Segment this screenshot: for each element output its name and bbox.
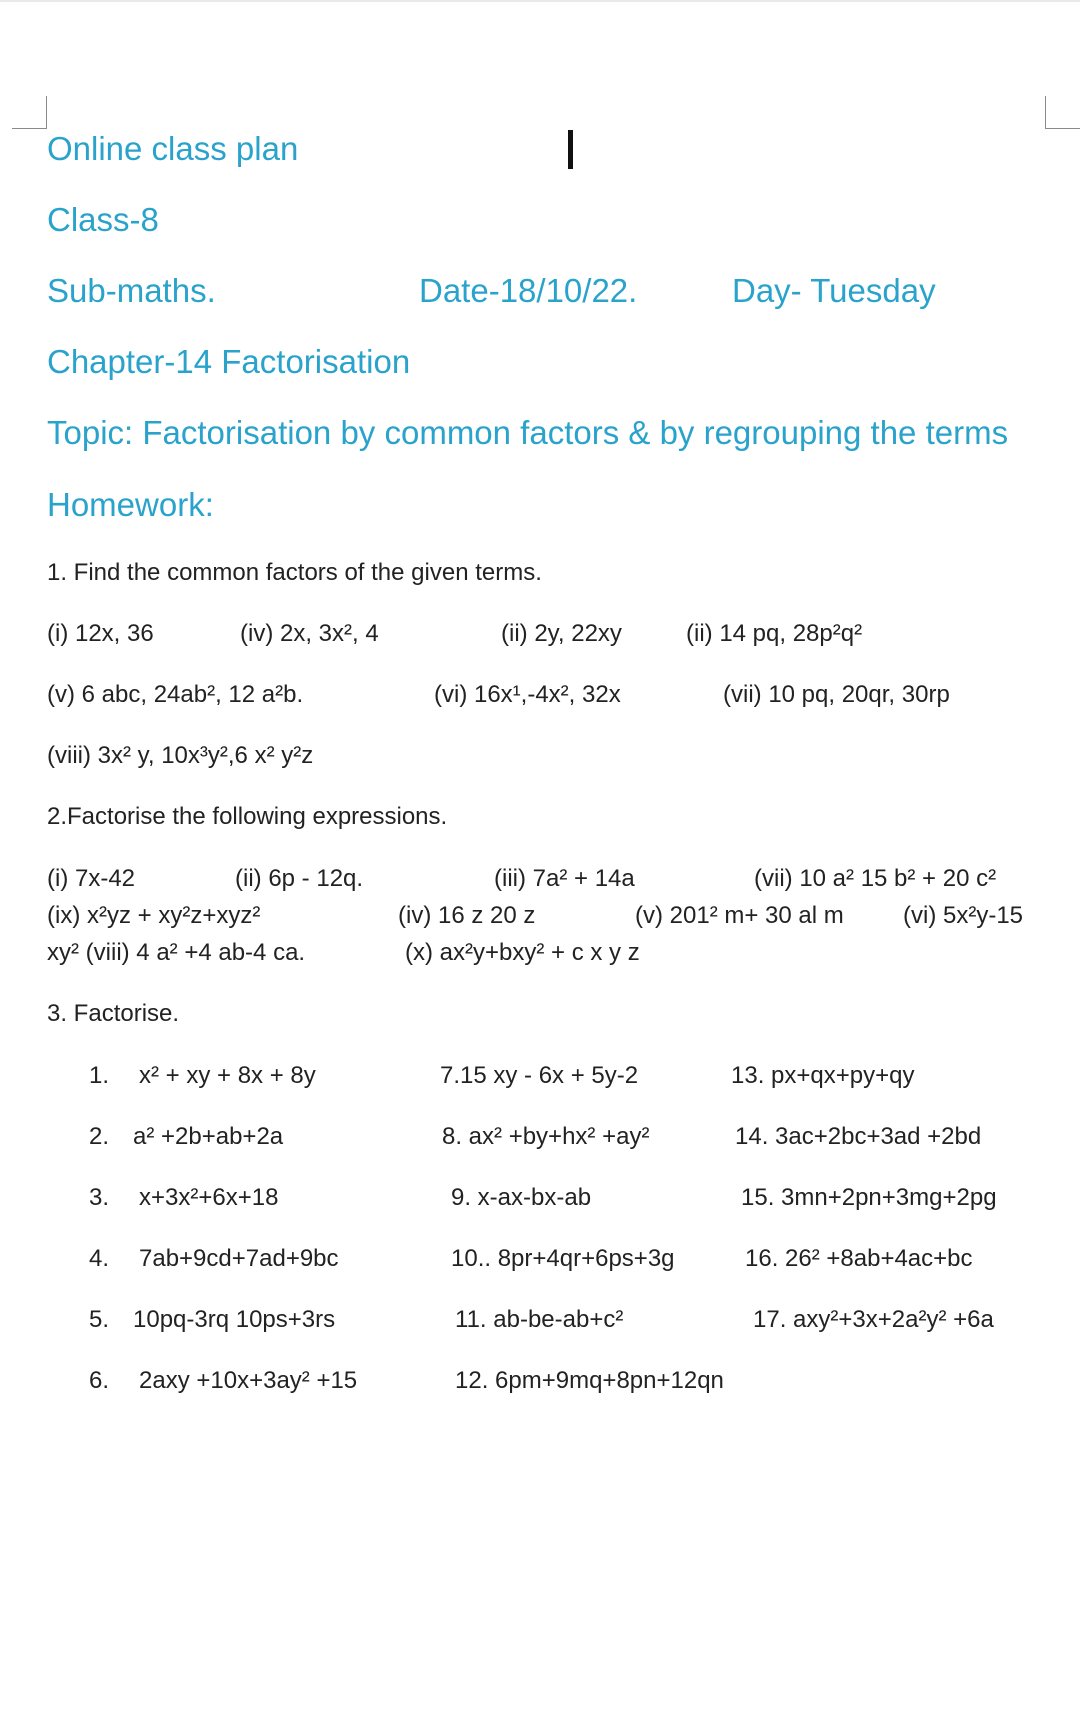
- q2-item: (v) 201² m+ 30 al m: [635, 902, 844, 929]
- q3-expression: 10.. 8pr+4qr+6ps+3g: [451, 1245, 675, 1272]
- q1-title: 1. Find the common factors of the given terms.: [47, 559, 542, 586]
- q1-item: (ii) 14 pq, 28p²q²: [686, 620, 863, 647]
- q3-number: 4.: [89, 1245, 110, 1272]
- q2-item: (i) 7x-42: [47, 865, 136, 892]
- text-cursor: [568, 130, 573, 169]
- q3-expression: 17. axy²+3x+2a²y² +6a: [753, 1306, 994, 1333]
- q1-item: (vi) 16x¹,-4x², 32x: [434, 681, 621, 708]
- q2-item: (iii) 7a² + 14a: [494, 865, 635, 892]
- q1-item: (v) 6 abc, 24ab², 12 a²b.: [47, 681, 304, 708]
- margin-corner-left: [12, 96, 47, 129]
- q3-expression: 9. x-ax-bx-ab: [451, 1184, 592, 1211]
- q3-expression: 8. ax² +by+hx² +ay²: [442, 1123, 650, 1150]
- q3-title: 3. Factorise.: [47, 1000, 180, 1027]
- class-line: Class-8: [47, 201, 159, 238]
- q3-expression: x+3x²+6x+18: [139, 1184, 279, 1211]
- q2-title: 2.Factorise the following expressions.: [47, 803, 448, 830]
- q3-expression: 2axy +10x+3ay² +15: [139, 1367, 358, 1394]
- q2-item: (vi) 5x²y-15: [903, 902, 1024, 929]
- q2-item: xy² (viii) 4 a² +4 ab-4 ca.: [47, 939, 306, 966]
- q3-expression: 15. 3mn+2pn+3mg+2pg: [741, 1184, 997, 1211]
- q3-expression: 14. 3ac+2bc+3ad +2bd: [735, 1123, 982, 1150]
- q3-number: 5.: [89, 1306, 110, 1333]
- doc-title: Online class plan: [47, 130, 299, 167]
- q3-expression: 7.15 xy - 6x + 5y-2: [440, 1062, 639, 1089]
- q3-number: 6.: [89, 1367, 110, 1394]
- date-line: Date-18/10/22.: [419, 272, 638, 309]
- q3-expression: 13. px+qx+py+qy: [731, 1062, 915, 1089]
- q1-item: (viii) 3x² y, 10x³y²,6 x² y²z: [47, 742, 314, 769]
- q2-item: (ii) 6p - 12q.: [235, 865, 364, 892]
- q3-number: 3.: [89, 1184, 110, 1211]
- q1-item: (i) 12x, 36: [47, 620, 154, 647]
- q3-expression: 7ab+9cd+7ad+9bc: [139, 1245, 339, 1272]
- subject-line: Sub-maths.: [47, 272, 216, 309]
- margin-corner-right: [1045, 96, 1080, 129]
- q3-expression: 11. ab-be-ab+c²: [455, 1306, 624, 1333]
- day-line: Day- Tuesday: [732, 272, 936, 309]
- q3-expression: 16. 26² +8ab+4ac+bc: [745, 1245, 973, 1272]
- q3-number: 2.: [89, 1123, 110, 1150]
- q3-expression: 12. 6pm+9mq+8pn+12qn: [455, 1367, 724, 1394]
- q1-item: (vii) 10 pq, 20qr, 30rp: [723, 681, 950, 708]
- q2-item: (vii) 10 a² 15 b² + 20 c²: [754, 865, 997, 892]
- chapter-line: Chapter-14 Factorisation: [47, 343, 411, 380]
- q1-item: (ii) 2y, 22xy: [501, 620, 622, 647]
- q1-item: (iv) 2x, 3x², 4: [240, 620, 379, 647]
- q2-item: (iv) 16 z 20 z: [398, 902, 536, 929]
- topic-line: Topic: Factorisation by common factors & by regrouping the terms: [47, 414, 1009, 451]
- top-border: [0, 0, 1080, 2]
- q2-item: (x) ax²y+bxy² + c x y z: [405, 939, 640, 966]
- q3-expression: a² +2b+ab+2a: [133, 1123, 284, 1150]
- q3-number: 1.: [89, 1062, 110, 1089]
- q2-item: (ix) x²yz + xy²z+xyz²: [47, 902, 261, 929]
- q3-expression: 10pq-3rq 10ps+3rs: [133, 1306, 336, 1333]
- homework-heading: Homework:: [47, 486, 214, 523]
- q3-expression: x² + xy + 8x + 8y: [139, 1062, 316, 1089]
